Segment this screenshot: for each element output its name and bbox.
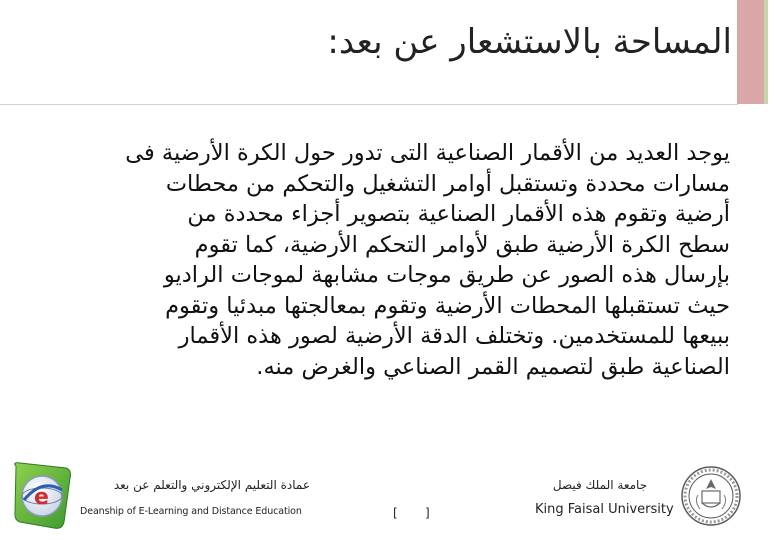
university-arabic: جامعة الملك فيصل xyxy=(552,478,648,492)
title-accent-bar xyxy=(737,0,764,104)
deanship-block xyxy=(80,478,310,517)
body-line: أرضية وتقوم هذه الأقمار الصناعية بتصوير أجزاء محددة من xyxy=(187,201,730,227)
body-line: بإرسال هذه الصور عن طريق موجات مشابهة لموجات الراديو xyxy=(163,262,730,288)
body-line: سطح الكرة الأرضية طبق لأوامر التحكم الأرضية، كما تقوم xyxy=(194,231,730,258)
body-line: حيث تستقبلها المحطات الأرضية وتقوم بمعالجتها مبدئيا وتقوم xyxy=(165,292,730,319)
title-divider xyxy=(0,104,738,105)
elearning-logo-icon xyxy=(10,460,74,532)
body-line: الصناعية طبق لتصميم القمر الصناعي والغرض منه. xyxy=(256,353,730,380)
slide-number-placeholder xyxy=(393,506,430,520)
university-english: King Faisal University xyxy=(535,502,674,517)
slide-title: المساحة بالاستشعار عن بعد: xyxy=(327,22,732,62)
deanship-english: Deanship of E-Learning and Distance Education xyxy=(80,506,302,517)
title-accent-stripe xyxy=(764,0,768,104)
slide-body xyxy=(40,138,730,382)
body-line: يوجد العديد من الأقمار الصناعية التى تدور حول الكرة الأرضية فى xyxy=(125,140,730,166)
body-line: ببيعها للمستخدمين. وتختلف الدقة الأرضية لصور هذه الأقمار xyxy=(178,323,730,349)
svg-text:e: e xyxy=(34,485,49,510)
body-line: مسارات محددة وتستقبل أوامر التشغيل والتحكم من محطات xyxy=(165,170,730,197)
bracket-close: ] xyxy=(425,506,430,520)
bracket-open: [ xyxy=(393,506,398,520)
university-seal-icon xyxy=(680,465,742,527)
deanship-arabic: عمادة التعليم الإلكتروني والتعلم عن بعد xyxy=(113,478,310,492)
university-block xyxy=(535,478,674,517)
